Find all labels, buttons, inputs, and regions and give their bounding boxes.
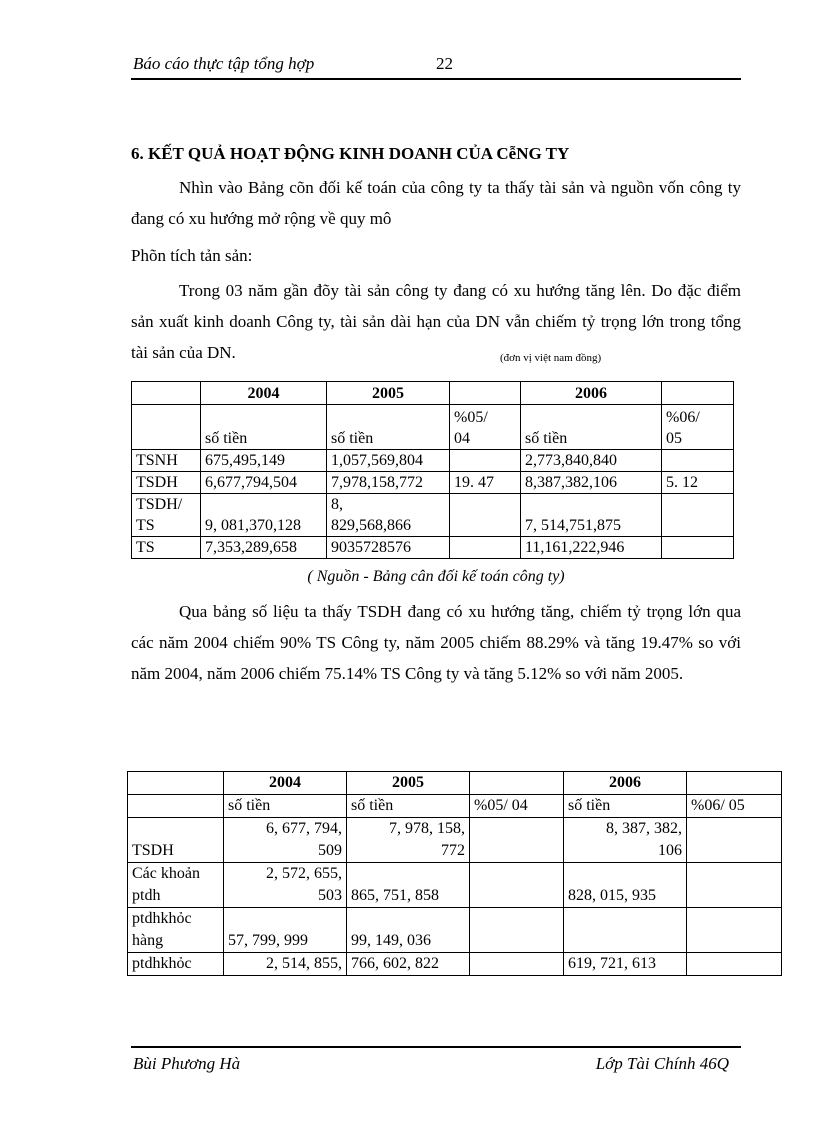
table-cell: 2,773,840,840 <box>521 450 662 472</box>
table-row <box>128 863 782 908</box>
table-cell: 11,161,222,946 <box>521 537 662 559</box>
table-cell <box>132 405 201 450</box>
footer-author: Bùi Phương Hà <box>133 1054 241 1073</box>
table-cell <box>662 382 734 405</box>
pct-05-04-header: %05/ 04 <box>470 795 564 818</box>
table-cell <box>450 537 521 559</box>
table-cell <box>450 494 521 537</box>
table-cell: 9035728576 <box>327 537 450 559</box>
table-cell <box>470 772 564 795</box>
row-label: TSNH <box>132 450 201 472</box>
table-cell <box>687 908 782 953</box>
row-label: TSDH <box>128 818 224 863</box>
table-cell <box>132 382 201 405</box>
table-row <box>132 494 734 537</box>
paragraph-asset-analysis-label: Phõn tích tản sản: <box>131 246 253 265</box>
table-cell: 828, 015, 935 <box>564 863 687 908</box>
table-cell: 6, 677, 794, 509 <box>224 818 347 863</box>
amount-header: số tiền <box>564 795 687 818</box>
table-row <box>128 818 782 863</box>
pct-06-05-header: %06/ 05 <box>687 795 782 818</box>
amount-header: số tiền <box>521 405 662 450</box>
year-2005-header: 2005 <box>347 772 470 795</box>
table-cell <box>564 908 687 953</box>
footer-class: Lớp Tài Chính 46Q <box>595 1054 729 1073</box>
table-cell <box>470 908 564 953</box>
page-header <box>131 52 741 80</box>
table-cell: 8,387,382,106 <box>521 472 662 494</box>
amount-header: số tiền <box>327 405 450 450</box>
table-subheader-row <box>128 795 782 818</box>
row-label: Các khoản ptdh <box>128 863 224 908</box>
table-cell <box>450 382 521 405</box>
year-2004-header: 2004 <box>201 382 327 405</box>
table-cell: 766, 602, 822 <box>347 953 470 976</box>
table-row <box>128 908 782 953</box>
table-cell <box>687 953 782 976</box>
table-cell <box>662 450 734 472</box>
paragraph-table-analysis: Qua bảng số liệu ta thấy TSDH đang có xu hướng tăng, chiếm tỷ trọng lớn qua các năm 2004 chiếm 90% TS Công ty, năm 2005 chiếm 88.29% và tăng 19.47% so với năm 2004, năm 2006 chiếm 75.14% TS Công ty và tăng 5.12% so với năm 2005. <box>131 602 741 683</box>
row-label: TSDH <box>132 472 201 494</box>
table-cell: 2, 514, 855, <box>224 953 347 976</box>
row-label: ptdhkhỏc <box>128 953 224 976</box>
table-cell: 865, 751, 858 <box>347 863 470 908</box>
table-cell: 57, 799, 999 <box>224 908 347 953</box>
table-cell: 675,495,149 <box>201 450 327 472</box>
header-title: Báo cáo thực tập tổng hợp <box>133 54 315 73</box>
table-cell: 9, 081,370,128 <box>201 494 327 537</box>
year-2004-header: 2004 <box>224 772 347 795</box>
row-label: TS <box>132 537 201 559</box>
table-cell: 1,057,569,804 <box>327 450 450 472</box>
year-2006-header: 2006 <box>521 382 662 405</box>
table-cell <box>687 772 782 795</box>
pct-05-04-header: %05/ 04 <box>450 405 521 450</box>
table-cell: 5. 12 <box>662 472 734 494</box>
table-row <box>128 953 782 976</box>
asset-table <box>131 381 734 559</box>
table-cell <box>470 818 564 863</box>
row-label: TSDH/ TS <box>132 494 201 537</box>
table-cell: 2, 572, 655, 503 <box>224 863 347 908</box>
amount-header: số tiền <box>347 795 470 818</box>
table-cell <box>128 772 224 795</box>
table-header-row <box>128 772 782 795</box>
table-subheader-row <box>132 405 734 450</box>
row-label: ptdhkhỏc hàng <box>128 908 224 953</box>
table-cell: 7,353,289,658 <box>201 537 327 559</box>
table-cell <box>687 818 782 863</box>
section-heading: 6. KẾT QUẢ HOẠT ĐỘNG KINH DOANH CỦA CễNG TY <box>131 144 570 163</box>
table-row <box>132 537 734 559</box>
paragraph-asset-trend: Trong 03 năm gần đõy tài sản công ty đang có xu hướng tăng lên. Do đặc điểm sản xuất kinh doanh Công ty, tài sản dài hạn của DN vẫn chiếm tỷ trọng lớn trong tổng tài sản của DN. <box>131 281 741 362</box>
table-caption: ( Nguồn - Bảng cân đối kế toán công ty) <box>307 568 565 585</box>
table-cell: 7, 978, 158, 772 <box>347 818 470 863</box>
table-header-row <box>132 382 734 405</box>
table-cell: 7, 514,751,875 <box>521 494 662 537</box>
table-cell: 6,677,794,504 <box>201 472 327 494</box>
unit-note: (đơn vị việt nam đồng) <box>500 352 602 364</box>
table-cell <box>687 863 782 908</box>
table-cell <box>470 863 564 908</box>
table-cell: 19. 47 <box>450 472 521 494</box>
table-cell: 7,978,158,772 <box>327 472 450 494</box>
table-row <box>132 450 734 472</box>
paragraph-balance-sheet: Nhìn vào Bảng cõn đối kế toán của công ty ta thấy tài sản và nguồn vốn công ty đang có xu hướng mở rộng về quy mô <box>131 178 741 228</box>
amount-header: số tiền <box>201 405 327 450</box>
pct-06-05-header: %06/ 05 <box>662 405 734 450</box>
page-footer <box>131 1046 741 1078</box>
long-term-asset-table <box>127 771 782 976</box>
table-row <box>132 472 734 494</box>
amount-header: số tiền <box>224 795 347 818</box>
page-number: 22 <box>436 54 453 73</box>
table-cell <box>662 537 734 559</box>
table-cell <box>470 953 564 976</box>
table-cell <box>128 795 224 818</box>
table-cell: 8, 387, 382, 106 <box>564 818 687 863</box>
table-cell: 8, 829,568,866 <box>327 494 450 537</box>
year-2005-header: 2005 <box>327 382 450 405</box>
year-2006-header: 2006 <box>564 772 687 795</box>
table-cell: 99, 149, 036 <box>347 908 470 953</box>
table-cell <box>450 450 521 472</box>
table-cell: 619, 721, 613 <box>564 953 687 976</box>
table-cell <box>662 494 734 537</box>
